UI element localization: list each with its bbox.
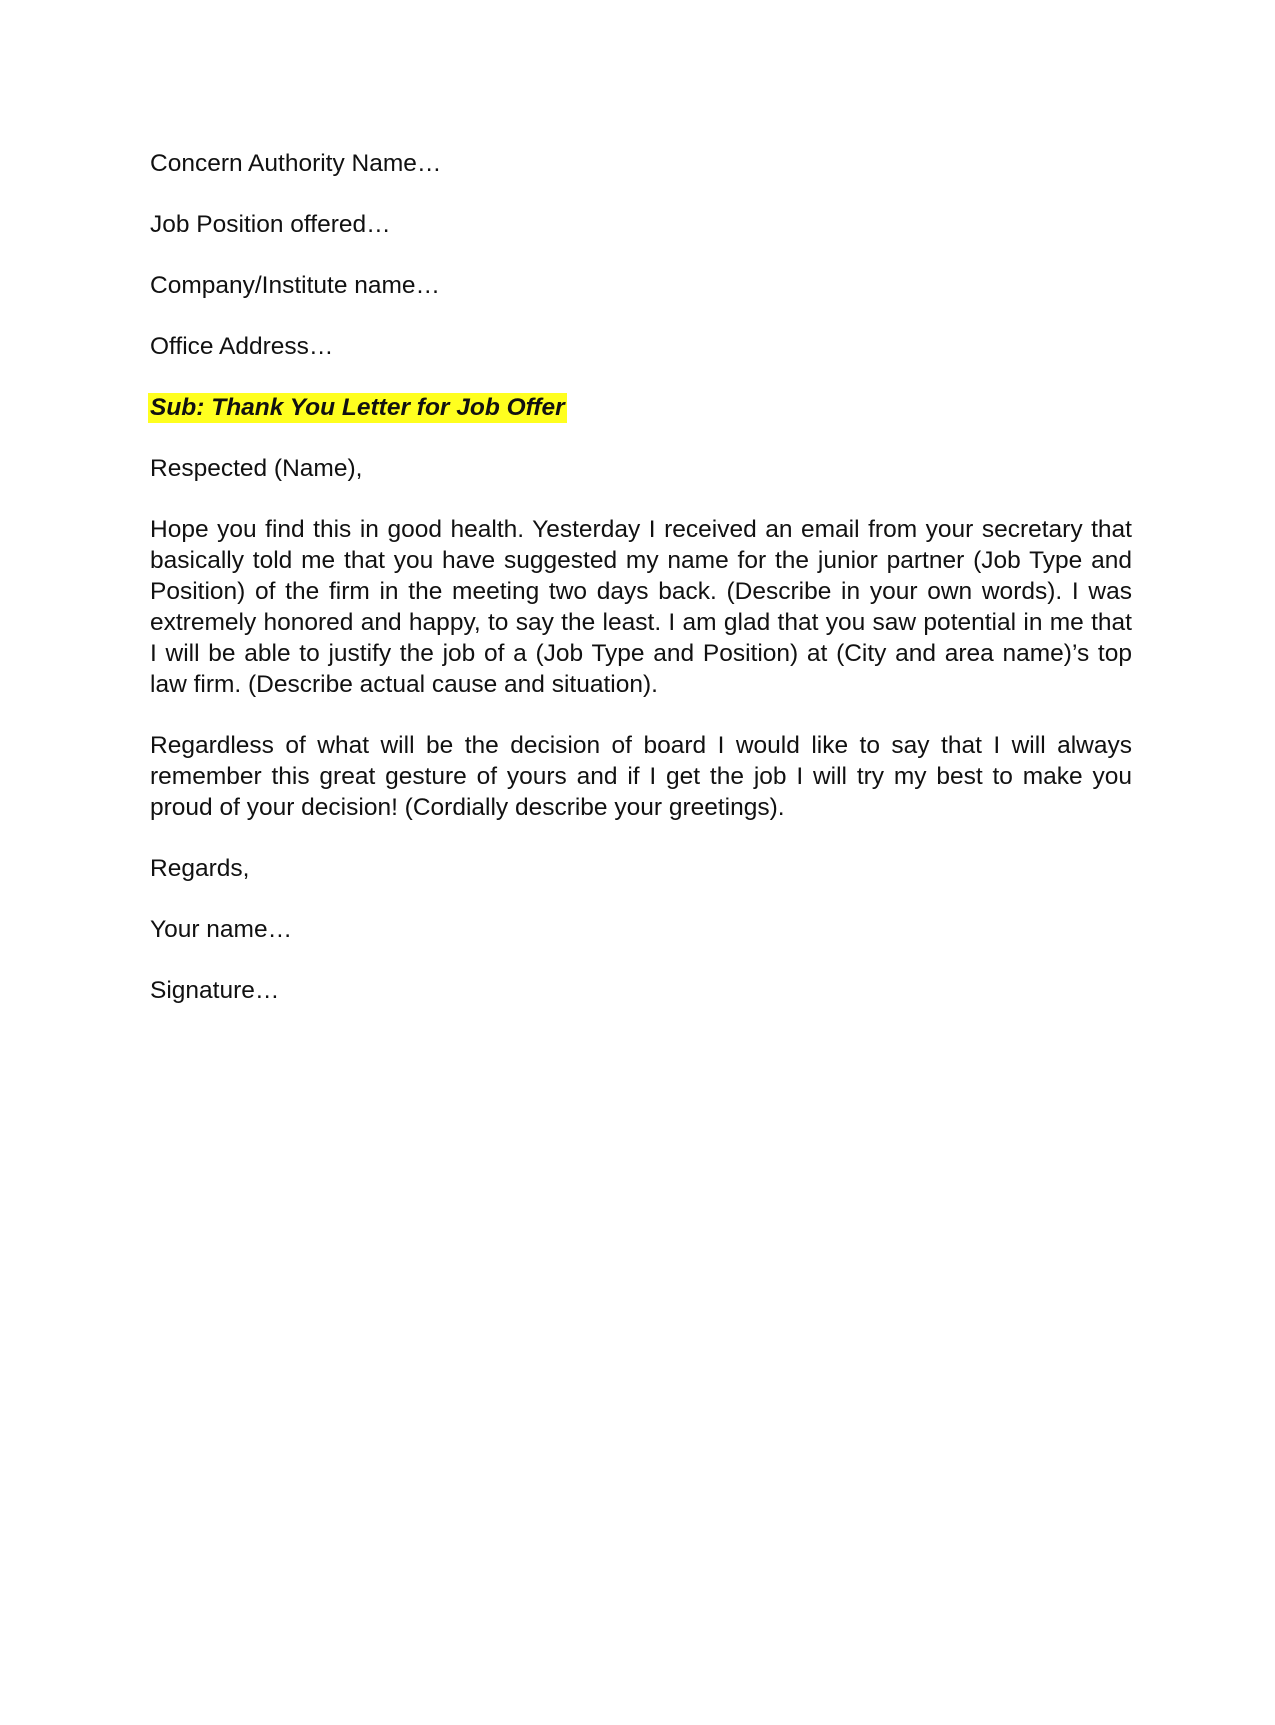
recipient-job-position: Job Position offered… — [150, 211, 391, 238]
closing-your-name: Your name… — [150, 916, 293, 943]
closing-signature: Signature… — [150, 977, 280, 1004]
body-paragraph-2: Regardless of what will be the decision of board I would like to say that I will always remember this great gesture of yours and if I get the job I will try my best to make you proud of your decision! (Cordially describe your greetings). — [150, 732, 1132, 821]
letter-body — [150, 148, 1132, 1036]
recipient-authority-name: Concern Authority Name… — [150, 150, 442, 177]
body-paragraph-1: Hope you find this in good health. Yesterday I received an email from your secretary that basically told me that you have suggested my name for the junior partner (Job Type and Position) of the firm in the meeting two days back. (Describe in your own words). I was extremely honored and happy, to say the least. I am glad that you saw potential in me that I will be able to justify the job of a (Job Type and Position) at (City and area name)’s top law firm. (Describe actual cause and situation). — [150, 516, 1132, 698]
recipient-company-name: Company/Institute name… — [150, 272, 441, 299]
salutation: Respected (Name), — [150, 455, 363, 482]
recipient-office-address: Office Address… — [150, 333, 334, 360]
closing-regards: Regards, — [150, 855, 250, 882]
subject-line — [150, 392, 1132, 423]
subject-text: Sub: Thank You Letter for Job Offer — [150, 394, 565, 421]
